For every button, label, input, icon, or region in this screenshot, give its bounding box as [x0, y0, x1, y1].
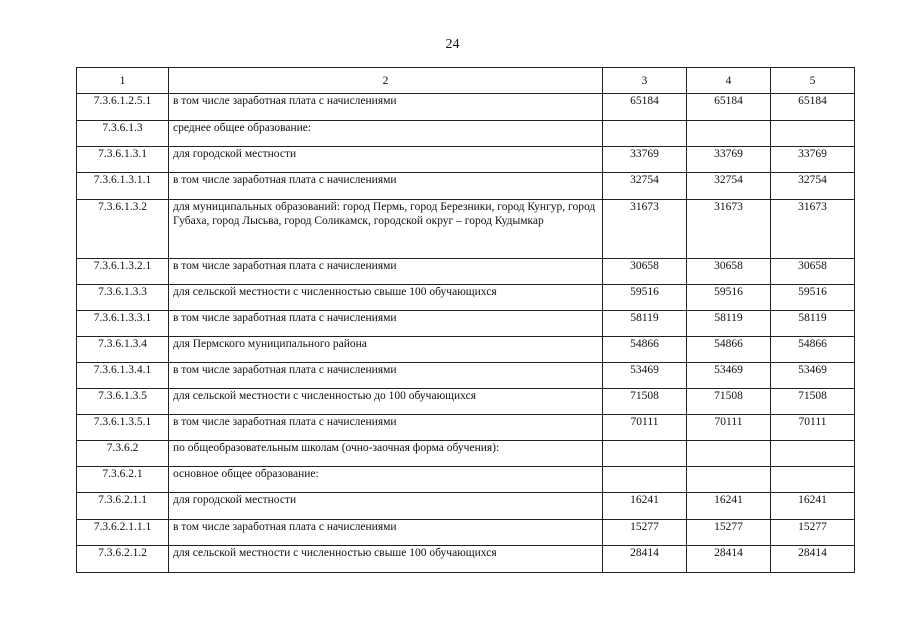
row-value-col5: 15277	[771, 520, 855, 546]
row-value-col3: 30658	[603, 259, 687, 285]
row-description: в том числе заработная плата с начислениями	[169, 259, 603, 285]
row-value-col3	[603, 467, 687, 493]
row-description: по общеобразовательным школам (очно-заочная форма обучения):	[169, 441, 603, 467]
table-header-row	[77, 68, 855, 94]
budget-norms-table	[76, 67, 855, 573]
row-value-col3: 65184	[603, 94, 687, 121]
table-row	[77, 337, 855, 363]
row-value-col3: 58119	[603, 311, 687, 337]
row-value-col5: 33769	[771, 147, 855, 173]
row-value-col4: 33769	[687, 147, 771, 173]
row-description: в том числе заработная плата с начислениями	[169, 363, 603, 389]
row-value-col4	[687, 467, 771, 493]
row-description: среднее общее образование:	[169, 121, 603, 147]
row-code: 7.3.6.1.3.5.1	[77, 415, 169, 441]
row-description: в том числе заработная плата с начислениями	[169, 94, 603, 121]
row-value-col5: 31673	[771, 200, 855, 259]
row-value-col5	[771, 467, 855, 493]
row-value-col4: 71508	[687, 389, 771, 415]
row-value-col4: 31673	[687, 200, 771, 259]
header-col-4: 4	[687, 68, 771, 94]
row-code: 7.3.6.1.3	[77, 121, 169, 147]
row-description: в том числе заработная плата с начислениями	[169, 173, 603, 200]
table-row	[77, 389, 855, 415]
row-value-col4	[687, 441, 771, 467]
row-value-col3: 15277	[603, 520, 687, 546]
row-code: 7.3.6.2.1	[77, 467, 169, 493]
table-row	[77, 259, 855, 285]
header-col-5: 5	[771, 68, 855, 94]
row-description: для муниципальных образований: город Пермь, город Березники, город Кунгур, город Губаха, город Лысьва, город Соликамск, городской округ – город Кудымкар	[169, 200, 603, 259]
row-value-col5: 16241	[771, 493, 855, 520]
row-value-col3: 54866	[603, 337, 687, 363]
row-value-col4: 59516	[687, 285, 771, 311]
row-value-col4: 70111	[687, 415, 771, 441]
row-code: 7.3.6.1.3.1.1	[77, 173, 169, 200]
row-code: 7.3.6.1.3.1	[77, 147, 169, 173]
row-code: 7.3.6.1.3.3	[77, 285, 169, 311]
row-description: в том числе заработная плата с начислениями	[169, 311, 603, 337]
row-description: для сельской местности с численностью свыше 100 обучающихся	[169, 546, 603, 573]
row-value-col5: 58119	[771, 311, 855, 337]
row-value-col3	[603, 441, 687, 467]
row-value-col4: 54866	[687, 337, 771, 363]
row-code: 7.3.6.1.2.5.1	[77, 94, 169, 121]
row-value-col5	[771, 121, 855, 147]
header-col-1: 1	[77, 68, 169, 94]
table-row	[77, 200, 855, 259]
row-value-col4: 28414	[687, 546, 771, 573]
row-description: в том числе заработная плата с начислениями	[169, 415, 603, 441]
table-row	[77, 363, 855, 389]
header-col-2: 2	[169, 68, 603, 94]
table-row	[77, 94, 855, 121]
row-value-col3: 53469	[603, 363, 687, 389]
row-value-col5: 59516	[771, 285, 855, 311]
row-value-col3: 32754	[603, 173, 687, 200]
row-value-col5: 70111	[771, 415, 855, 441]
table-row	[77, 415, 855, 441]
row-value-col5: 65184	[771, 94, 855, 121]
row-code: 7.3.6.1.3.5	[77, 389, 169, 415]
table-row	[77, 493, 855, 520]
row-value-col4: 65184	[687, 94, 771, 121]
row-description: в том числе заработная плата с начислениями	[169, 520, 603, 546]
row-description: для городской местности	[169, 493, 603, 520]
row-description: для сельской местности с численностью свыше 100 обучающихся	[169, 285, 603, 311]
row-value-col4: 58119	[687, 311, 771, 337]
row-value-col4: 15277	[687, 520, 771, 546]
row-value-col3: 71508	[603, 389, 687, 415]
row-value-col3: 59516	[603, 285, 687, 311]
row-value-col3: 70111	[603, 415, 687, 441]
row-value-col5: 71508	[771, 389, 855, 415]
row-value-col3: 16241	[603, 493, 687, 520]
row-value-col4: 16241	[687, 493, 771, 520]
row-value-col5: 32754	[771, 173, 855, 200]
row-value-col4	[687, 121, 771, 147]
row-value-col5: 54866	[771, 337, 855, 363]
row-value-col4: 53469	[687, 363, 771, 389]
table-row	[77, 173, 855, 200]
row-description: для городской местности	[169, 147, 603, 173]
row-value-col3	[603, 121, 687, 147]
row-code: 7.3.6.1.3.4	[77, 337, 169, 363]
row-value-col3: 33769	[603, 147, 687, 173]
page-number: 24	[445, 37, 460, 52]
row-code: 7.3.6.2.1.2	[77, 546, 169, 573]
row-value-col4: 32754	[687, 173, 771, 200]
row-value-col5: 30658	[771, 259, 855, 285]
row-description: основное общее образование:	[169, 467, 603, 493]
row-code: 7.3.6.1.3.3.1	[77, 311, 169, 337]
header-col-3: 3	[603, 68, 687, 94]
table-row	[77, 121, 855, 147]
row-value-col3: 31673	[603, 200, 687, 259]
table-row	[77, 285, 855, 311]
row-code: 7.3.6.1.3.4.1	[77, 363, 169, 389]
row-value-col5	[771, 441, 855, 467]
row-value-col5: 28414	[771, 546, 855, 573]
table-row	[77, 147, 855, 173]
row-value-col3: 28414	[603, 546, 687, 573]
row-value-col4: 30658	[687, 259, 771, 285]
table-row	[77, 546, 855, 573]
row-code: 7.3.6.1.3.2	[77, 200, 169, 259]
row-description: для сельской местности с численностью до 100 обучающихся	[169, 389, 603, 415]
table-row	[77, 311, 855, 337]
table-row	[77, 520, 855, 546]
row-description: для Пермского муниципального района	[169, 337, 603, 363]
table-row	[77, 441, 855, 467]
row-code: 7.3.6.2.1.1.1	[77, 520, 169, 546]
row-code: 7.3.6.1.3.2.1	[77, 259, 169, 285]
table-row	[77, 467, 855, 493]
row-code: 7.3.6.2.1.1	[77, 493, 169, 520]
row-value-col5: 53469	[771, 363, 855, 389]
row-code: 7.3.6.2	[77, 441, 169, 467]
